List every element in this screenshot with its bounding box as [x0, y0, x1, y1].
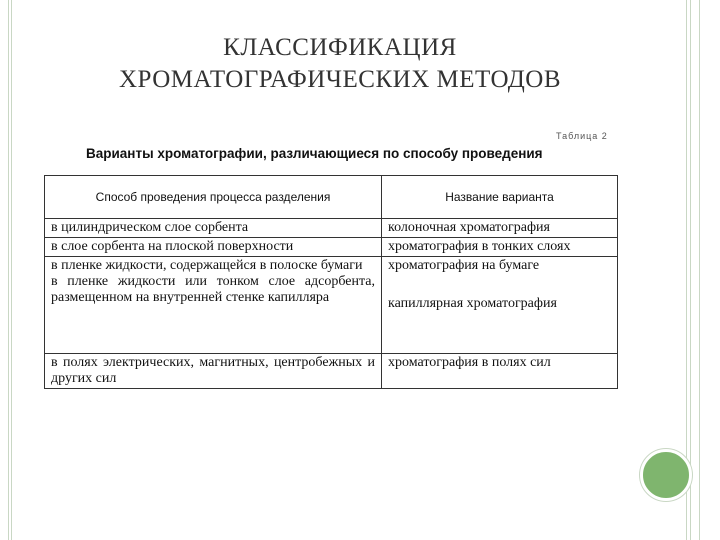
slide-title-line-1: КЛАССИФИКАЦИЯ: [223, 34, 457, 61]
table-row: [45, 238, 618, 257]
cell-name-part-2: капиллярная хроматография: [388, 296, 557, 311]
frame-line-left-inner: [11, 0, 12, 540]
cell-method: [45, 257, 382, 354]
cell-name: хроматография в полях сил: [382, 354, 618, 389]
chromatography-table: [44, 175, 618, 389]
frame-band-right: [699, 0, 720, 540]
cell-method: в слое сорбента на плоской поверхности: [45, 238, 382, 257]
table-row: [45, 354, 618, 389]
cell-name: хроматография в тонких слоях: [382, 238, 618, 257]
cell-method: в полях электрических, магнитных, центробежных и других сил: [45, 354, 382, 389]
cell-name: колоночная хроматография: [382, 219, 618, 238]
table-caption: Варианты хроматографии, различающиеся по способу проведения: [86, 146, 543, 161]
header-method: Способ проведения процесса разделения: [45, 176, 382, 219]
table-number-label: Таблица 2: [556, 131, 608, 141]
cell-method-part-1: в пленке жидкости, содержащейся в полоске бумаги: [51, 258, 363, 273]
table-row: [45, 257, 618, 354]
cell-method-part-2: в пленке жидкости или тонком слое адсорбента, размещенном на внутренней стенке капилляра: [51, 274, 375, 305]
header-name: Название варианта: [382, 176, 618, 219]
table-row: [45, 219, 618, 238]
slide-title: [60, 32, 620, 96]
decorative-circle: [640, 449, 692, 501]
frame-line-left-outer: [8, 0, 9, 540]
cell-name: [382, 257, 618, 354]
slide-title-line-2: ХРОМАТОГРАФИЧЕСКИХ МЕТОДОВ: [118, 66, 562, 93]
cell-name-part-1: хроматография на бумаге: [388, 258, 540, 273]
table-header-row: [45, 176, 618, 219]
cell-method: в цилиндрическом слое сорбента: [45, 219, 382, 238]
